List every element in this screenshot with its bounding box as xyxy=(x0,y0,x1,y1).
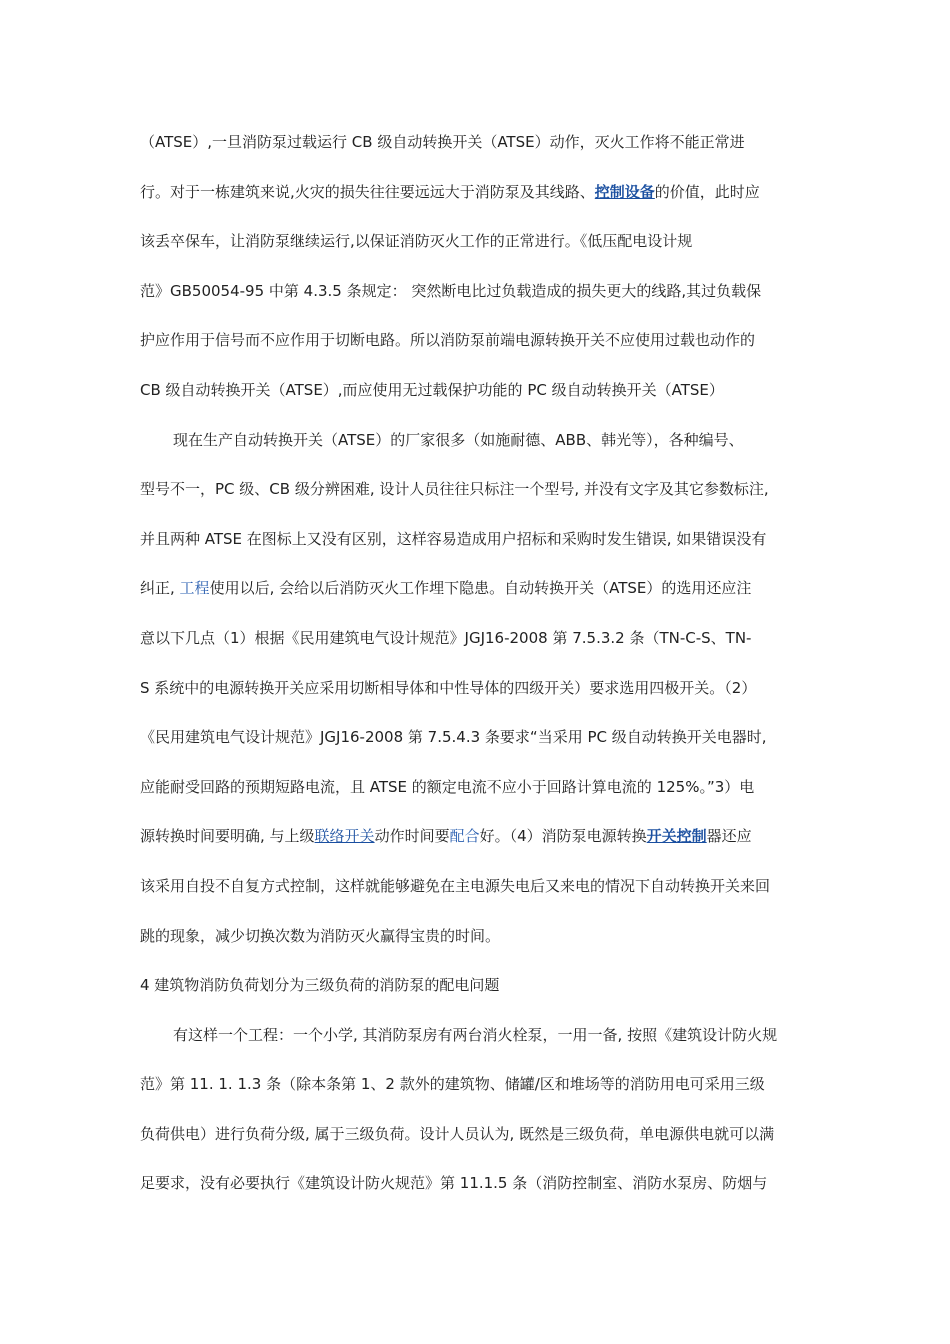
text-span: 器还应 xyxy=(706,827,752,846)
link-engineering[interactable]: 工程 xyxy=(179,579,210,598)
text-line: 《民用建筑电气设计规范》JGJ16-2008 第 7.5.4.3 条要求“当采用 PC 级自动转换开关电器时, xyxy=(140,728,767,747)
text-line: 应能耐受回路的预期短路电流，且 ATSE 的额定电流不应小于回路计算电流的 125%。”3）电 xyxy=(140,777,755,796)
text-span: 源转换时间要明确, 与上级 xyxy=(140,827,315,846)
paragraph-school-example xyxy=(140,1011,812,1209)
document-body xyxy=(140,118,812,1209)
text-span: 行。对于一栋建筑来说,火灾的损失往往要远远大于消防泵及其线路、 xyxy=(140,182,595,201)
text-line: 现在生产自动转换开关（ATSE）的厂家很多（如施耐德、ABB、韩光等），各种编号、 xyxy=(173,430,744,449)
text-line: 该丢卒保车，让消防泵继续运行,以保证消防灭火工作的正常进行。《低压配电设计规 xyxy=(140,232,693,251)
text-line xyxy=(140,564,812,614)
text-line: CB 级自动转换开关（ATSE）,而应使用无过载保护功能的 PC 级自动转换开关（ATSE） xyxy=(140,380,724,399)
link-switch-control[interactable]: 开关控制 xyxy=(646,827,707,846)
paragraph-atse-selection xyxy=(140,416,812,962)
link-coordination[interactable]: 配合 xyxy=(449,827,480,846)
text-line: 意以下几点（1）根据《民用建筑电气设计规范》JGJ16-2008 第 7.5.3.2 条（TN-C-S、TN- xyxy=(140,628,752,647)
text-line: 足要求，没有必要执行《建筑设计防火规范》第 11.1.5 条（消防控制室、消防水泵房、防烟与 xyxy=(140,1174,768,1193)
text-line: 范》GB50054-95 中第 4.3.5 条规定： 突然断电比过负载造成的损失更大的线路,其过负载保 xyxy=(140,281,762,300)
text-line: 跳的现象，减少切换次数为消防灭火赢得宝贵的时间。 xyxy=(140,926,501,945)
text-line: 有这样一个工程：一个小学, 其消防泵房有两台消火栓泵，一用一备, 按照《建筑设计防火规 xyxy=(173,1025,778,1044)
text-span: 使用以后, 会给以后消防灭火工作埋下隐患。自动转换开关（ATSE）的选用还应注 xyxy=(209,579,752,598)
text-line: 并且两种 ATSE 在图标上又没有区别，这样容易造成用户招标和采购时发生错误, 如果错误没有 xyxy=(140,529,767,548)
text-line: S 系统中的电源转换开关应采用切断相导体和中性导体的四级开关）要求选用四极开关。（2） xyxy=(140,678,757,697)
text-line: 范》第 11. 1. 1.3 条（除本条第 1、2 款外的建筑物、储罐/区和堆场等的消防用电可采用三级 xyxy=(140,1075,765,1094)
section-heading: 4 建筑物消防负荷划分为三级负荷的消防泵的配电问题 xyxy=(140,976,500,995)
text-line: 型号不一，PC 级、CB 级分辨困难, 设计人员往往只标注一个型号, 并没有文字及其它参数标注, xyxy=(140,480,769,499)
link-tie-switch[interactable]: 联络开关 xyxy=(314,827,375,846)
text-span: 动作时间要 xyxy=(374,827,450,846)
text-span: 好。（4）消防泵电源转换 xyxy=(479,827,647,846)
text-line xyxy=(140,168,812,218)
text-line: 负荷供电）进行负荷分级, 属于三级负荷。设计人员认为, 既然是三级负荷，单电源供电就可以满 xyxy=(140,1124,775,1143)
link-control-equipment[interactable]: 控制设备 xyxy=(594,182,655,201)
paragraph-atse-overload xyxy=(140,118,812,416)
text-line: 护应作用于信号而不应作用于切断电路。所以消防泵前端电源转换开关不应使用过载也动作的 xyxy=(140,331,756,350)
text-span: 纠正, xyxy=(140,579,180,598)
text-span: 的价值，此时应 xyxy=(654,182,760,201)
text-line xyxy=(140,812,812,862)
text-line: （ATSE）,一旦消防泵过载运行 CB 级自动转换开关（ATSE）动作，灭火工作将不能正常进 xyxy=(140,133,745,151)
text-line: 该采用自投不自复方式控制，这样就能够避免在主电源失电后又来电的情况下自动转换开关来回 xyxy=(140,876,771,895)
